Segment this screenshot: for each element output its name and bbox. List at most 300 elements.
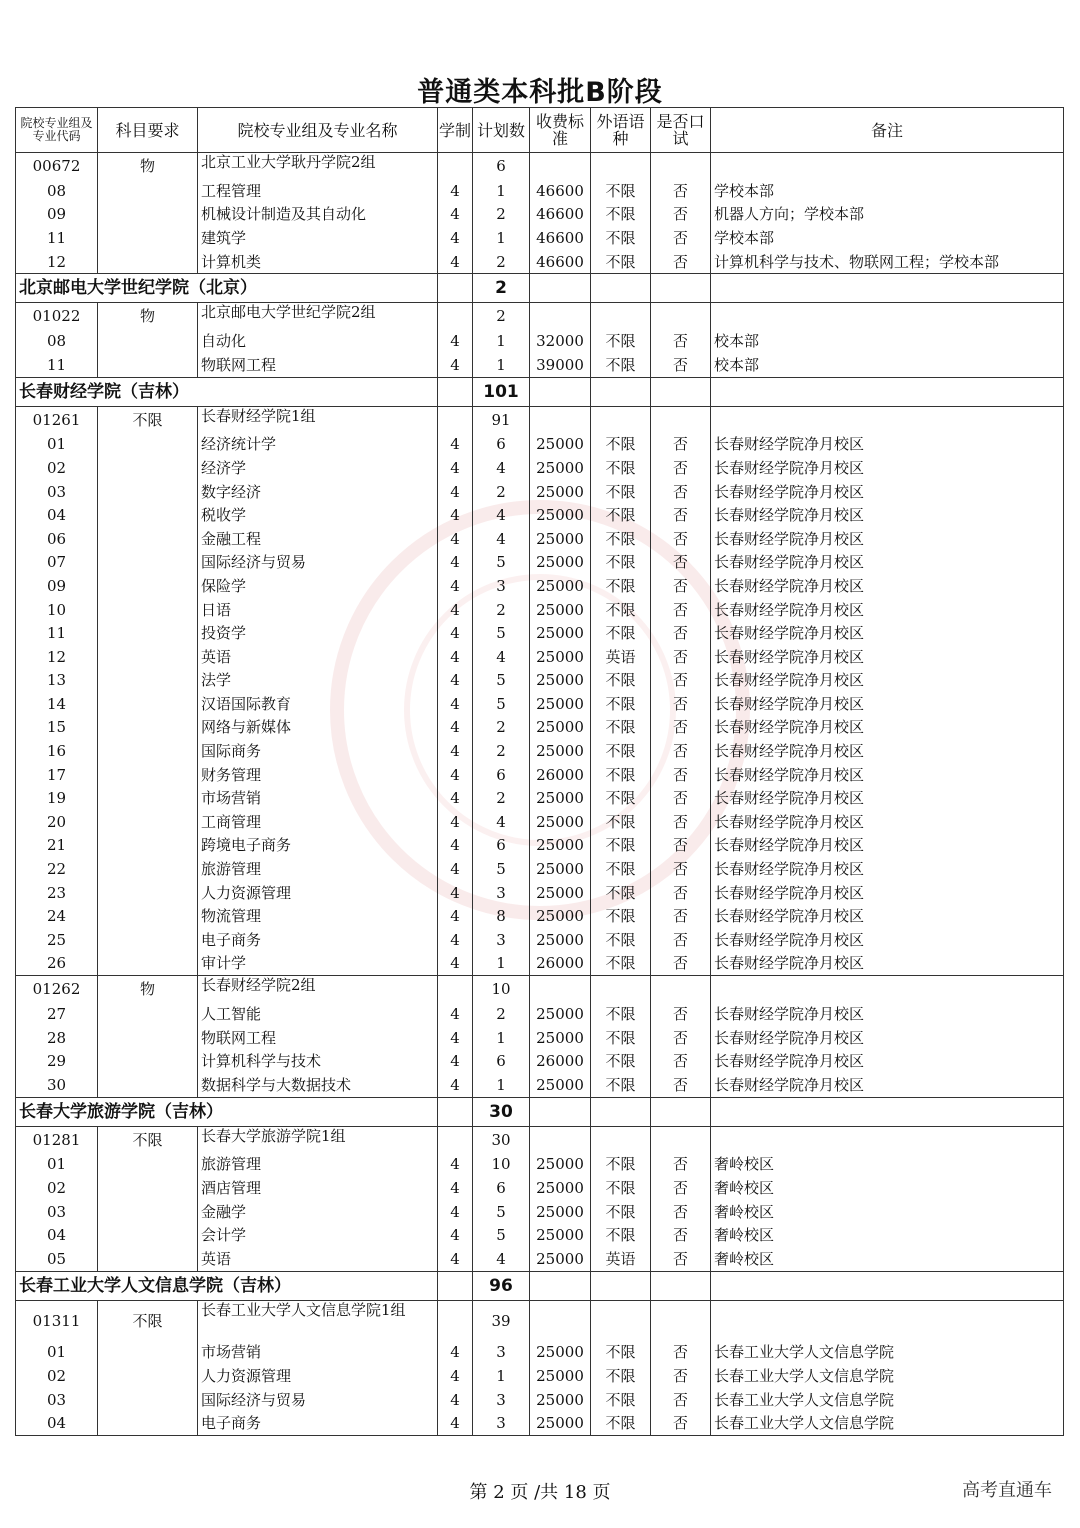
major-oral: 否 [651, 226, 711, 250]
major-plan: 5 [473, 1200, 530, 1224]
major-plan: 5 [473, 1223, 530, 1247]
major-lang: 不限 [591, 621, 651, 645]
major-oral: 否 [651, 763, 711, 787]
major-oral: 否 [651, 692, 711, 716]
major-plan: 5 [473, 857, 530, 881]
major-lang: 不限 [591, 716, 651, 740]
major-plan: 3 [473, 1341, 530, 1365]
major-row [16, 716, 1064, 740]
admission-plan-table [15, 107, 1064, 1436]
major-oral: 否 [651, 1247, 711, 1271]
major-name: 工商管理 [198, 810, 438, 834]
major-oral: 否 [651, 329, 711, 353]
major-lang: 不限 [591, 810, 651, 834]
major-row [16, 881, 1064, 905]
major-name: 计算机类 [198, 250, 438, 274]
major-years: 4 [438, 503, 473, 527]
major-name: 旅游管理 [198, 1153, 438, 1177]
major-oral: 否 [651, 574, 711, 598]
group-subject: 不限 [98, 1126, 198, 1153]
major-fee: 25000 [530, 857, 591, 881]
major-name: 日语 [198, 598, 438, 622]
major-row [16, 810, 1064, 834]
major-name: 会计学 [198, 1223, 438, 1247]
major-lang: 不限 [591, 598, 651, 622]
major-fee: 46600 [530, 250, 591, 274]
major-note: 长春财经学院净月校区 [711, 763, 1064, 787]
school-name: 北京邮电大学世纪学院（北京） [16, 274, 438, 303]
major-fee: 25000 [530, 810, 591, 834]
major-subject [98, 433, 198, 457]
major-name: 税收学 [198, 503, 438, 527]
major-name: 数字经济 [198, 480, 438, 504]
major-subject [98, 1153, 198, 1177]
major-note: 长春财经学院净月校区 [711, 904, 1064, 928]
major-years: 4 [438, 834, 473, 858]
major-subject [98, 551, 198, 575]
group-code: 01311 [16, 1300, 98, 1341]
major-row [16, 857, 1064, 881]
major-name: 跨境电子商务 [198, 834, 438, 858]
group-row [16, 976, 1064, 1003]
major-oral: 否 [651, 1364, 711, 1388]
major-years: 4 [438, 669, 473, 693]
major-oral: 否 [651, 503, 711, 527]
group-section [16, 1126, 1064, 1271]
major-row [16, 645, 1064, 669]
major-years: 4 [438, 904, 473, 928]
major-code: 27 [16, 1002, 98, 1026]
major-row [16, 692, 1064, 716]
header-oral: 是否口试 [651, 108, 711, 153]
major-years: 4 [438, 1341, 473, 1365]
major-fee: 25000 [530, 1002, 591, 1026]
major-row [16, 739, 1064, 763]
page-number: 第 2 页 /共 18 页 [469, 1482, 611, 1503]
major-note: 长春财经学院净月校区 [711, 621, 1064, 645]
major-code: 11 [16, 621, 98, 645]
major-years: 4 [438, 1247, 473, 1271]
school-lang [591, 1097, 651, 1126]
school-row [16, 274, 1064, 303]
group-fee [530, 1300, 591, 1341]
major-subject [98, 1002, 198, 1026]
group-row [16, 153, 1064, 180]
major-lang: 英语 [591, 1247, 651, 1271]
major-name: 市场营销 [198, 786, 438, 810]
major-note: 长春财经学院净月校区 [711, 857, 1064, 881]
major-note: 长春财经学院净月校区 [711, 739, 1064, 763]
major-lang: 不限 [591, 250, 651, 274]
major-name: 人力资源管理 [198, 881, 438, 905]
major-years: 4 [438, 574, 473, 598]
major-subject [98, 1364, 198, 1388]
major-row [16, 203, 1064, 227]
major-name: 建筑学 [198, 226, 438, 250]
major-code: 12 [16, 250, 98, 274]
major-note: 长春工业大学人文信息学院 [711, 1341, 1064, 1365]
school-note [711, 274, 1064, 303]
school-oral [651, 274, 711, 303]
major-note: 长春财经学院净月校区 [711, 881, 1064, 905]
major-oral: 否 [651, 179, 711, 203]
major-oral: 否 [651, 551, 711, 575]
major-subject [98, 928, 198, 952]
major-oral: 否 [651, 480, 711, 504]
major-oral: 否 [651, 1049, 711, 1073]
school-oral [651, 377, 711, 406]
major-fee: 25000 [530, 1176, 591, 1200]
major-years: 4 [438, 857, 473, 881]
major-row [16, 1073, 1064, 1097]
major-code: 29 [16, 1049, 98, 1073]
group-years [438, 1126, 473, 1153]
major-subject [98, 226, 198, 250]
major-name: 旅游管理 [198, 857, 438, 881]
major-note: 长春财经学院净月校区 [711, 456, 1064, 480]
school-name: 长春财经学院（吉林） [16, 377, 438, 406]
major-code: 16 [16, 739, 98, 763]
group-code: 00672 [16, 153, 98, 180]
major-plan: 2 [473, 786, 530, 810]
major-years: 4 [438, 226, 473, 250]
major-code: 07 [16, 551, 98, 575]
header-code: 院校专业组及专业代码 [16, 108, 98, 153]
major-lang: 不限 [591, 353, 651, 377]
major-oral: 否 [651, 716, 711, 740]
major-lang: 不限 [591, 881, 651, 905]
major-oral: 否 [651, 1411, 711, 1435]
major-lang: 不限 [591, 1073, 651, 1097]
major-lang: 不限 [591, 1223, 651, 1247]
major-subject [98, 904, 198, 928]
major-note: 长春财经学院净月校区 [711, 834, 1064, 858]
major-years: 4 [438, 1073, 473, 1097]
major-note: 长春财经学院净月校区 [711, 928, 1064, 952]
major-fee: 25000 [530, 1073, 591, 1097]
major-name: 金融学 [198, 1200, 438, 1224]
major-lang: 不限 [591, 574, 651, 598]
major-row [16, 527, 1064, 551]
major-plan: 4 [473, 503, 530, 527]
major-years: 4 [438, 645, 473, 669]
major-subject [98, 645, 198, 669]
major-code: 13 [16, 669, 98, 693]
major-years: 4 [438, 692, 473, 716]
major-name: 市场营销 [198, 1341, 438, 1365]
major-oral: 否 [651, 353, 711, 377]
major-lang: 不限 [591, 329, 651, 353]
major-subject [98, 503, 198, 527]
group-years [438, 1300, 473, 1341]
major-years: 4 [438, 1411, 473, 1435]
major-plan: 2 [473, 1002, 530, 1026]
header-row [16, 108, 1064, 153]
major-lang: 不限 [591, 834, 651, 858]
group-fee [530, 303, 591, 330]
major-row [16, 1176, 1064, 1200]
major-oral: 否 [651, 645, 711, 669]
major-note: 长春财经学院净月校区 [711, 433, 1064, 457]
school-lang [591, 274, 651, 303]
school-lang [591, 1271, 651, 1300]
school-section [16, 377, 1064, 406]
header-lang: 外语语种 [591, 108, 651, 153]
major-fee: 25000 [530, 1247, 591, 1271]
major-plan: 5 [473, 669, 530, 693]
major-fee: 26000 [530, 952, 591, 976]
group-subject: 物 [98, 153, 198, 180]
major-plan: 8 [473, 904, 530, 928]
brand-label: 高考直通车 [962, 1480, 1052, 1501]
major-note: 奢岭校区 [711, 1247, 1064, 1271]
school-name: 长春大学旅游学院（吉林） [16, 1097, 438, 1126]
major-subject [98, 786, 198, 810]
major-years: 4 [438, 621, 473, 645]
header-note: 备注 [711, 108, 1064, 153]
major-code: 03 [16, 1388, 98, 1412]
major-fee: 26000 [530, 763, 591, 787]
major-fee: 25000 [530, 480, 591, 504]
major-lang: 不限 [591, 527, 651, 551]
major-lang: 不限 [591, 1341, 651, 1365]
major-years: 4 [438, 1153, 473, 1177]
group-row [16, 1300, 1064, 1341]
major-code: 12 [16, 645, 98, 669]
major-lang: 不限 [591, 1049, 651, 1073]
group-oral [651, 303, 711, 330]
major-note: 奢岭校区 [711, 1176, 1064, 1200]
major-fee: 25000 [530, 1388, 591, 1412]
major-code: 08 [16, 179, 98, 203]
school-fee [530, 274, 591, 303]
major-name: 国际经济与贸易 [198, 551, 438, 575]
major-years: 4 [438, 353, 473, 377]
major-plan: 2 [473, 203, 530, 227]
major-lang: 不限 [591, 739, 651, 763]
major-oral: 否 [651, 881, 711, 905]
major-code: 21 [16, 834, 98, 858]
major-name: 英语 [198, 645, 438, 669]
group-name: 北京工业大学耿丹学院2组 [198, 153, 438, 180]
school-section [16, 1271, 1064, 1300]
major-plan: 6 [473, 834, 530, 858]
major-plan: 2 [473, 739, 530, 763]
major-note: 长春财经学院净月校区 [711, 810, 1064, 834]
group-fee [530, 1126, 591, 1153]
major-subject [98, 1247, 198, 1271]
major-code: 30 [16, 1073, 98, 1097]
major-years: 4 [438, 456, 473, 480]
major-row [16, 1388, 1064, 1412]
major-name: 物流管理 [198, 904, 438, 928]
major-lang: 不限 [591, 551, 651, 575]
major-plan: 6 [473, 1049, 530, 1073]
major-subject [98, 692, 198, 716]
school-years [438, 1097, 473, 1126]
group-row [16, 303, 1064, 330]
major-subject [98, 1223, 198, 1247]
major-code: 25 [16, 928, 98, 952]
school-fee [530, 1271, 591, 1300]
group-section [16, 153, 1064, 274]
major-plan: 2 [473, 480, 530, 504]
major-oral: 否 [651, 1223, 711, 1247]
major-subject [98, 857, 198, 881]
group-code: 01261 [16, 406, 98, 433]
header-fee: 收费标准 [530, 108, 591, 153]
major-lang: 不限 [591, 226, 651, 250]
major-row [16, 250, 1064, 274]
major-oral: 否 [651, 456, 711, 480]
major-row [16, 1002, 1064, 1026]
major-name: 法学 [198, 669, 438, 693]
major-code: 09 [16, 574, 98, 598]
school-row [16, 1271, 1064, 1300]
major-code: 03 [16, 480, 98, 504]
group-lang [591, 1300, 651, 1341]
group-oral [651, 1300, 711, 1341]
major-row [16, 763, 1064, 787]
major-plan: 1 [473, 1364, 530, 1388]
major-code: 24 [16, 904, 98, 928]
group-years [438, 406, 473, 433]
major-years: 4 [438, 551, 473, 575]
major-row [16, 179, 1064, 203]
group-plan: 2 [473, 303, 530, 330]
major-plan: 1 [473, 226, 530, 250]
major-years: 4 [438, 598, 473, 622]
major-row [16, 621, 1064, 645]
major-note: 长春财经学院净月校区 [711, 1049, 1064, 1073]
major-row [16, 503, 1064, 527]
school-row [16, 1097, 1064, 1126]
school-row [16, 377, 1064, 406]
major-lang: 不限 [591, 203, 651, 227]
major-oral: 否 [651, 433, 711, 457]
major-lang: 不限 [591, 480, 651, 504]
major-row [16, 904, 1064, 928]
major-lang: 不限 [591, 904, 651, 928]
group-subject: 物 [98, 976, 198, 1003]
major-note: 学校本部 [711, 226, 1064, 250]
major-code: 09 [16, 203, 98, 227]
major-fee: 25000 [530, 456, 591, 480]
major-row [16, 928, 1064, 952]
major-row [16, 834, 1064, 858]
major-plan: 2 [473, 598, 530, 622]
major-years: 4 [438, 810, 473, 834]
major-code: 14 [16, 692, 98, 716]
major-note: 长春财经学院净月校区 [711, 1002, 1064, 1026]
group-row [16, 1126, 1064, 1153]
major-row [16, 1049, 1064, 1073]
major-name: 国际商务 [198, 739, 438, 763]
school-note [711, 377, 1064, 406]
major-lang: 不限 [591, 928, 651, 952]
major-note: 长春财经学院净月校区 [711, 551, 1064, 575]
major-plan: 6 [473, 433, 530, 457]
major-lang: 不限 [591, 1002, 651, 1026]
group-subject: 不限 [98, 406, 198, 433]
school-plan: 2 [473, 274, 530, 303]
school-years [438, 377, 473, 406]
major-code: 02 [16, 456, 98, 480]
major-row [16, 574, 1064, 598]
major-oral: 否 [651, 786, 711, 810]
major-years: 4 [438, 480, 473, 504]
major-lang: 不限 [591, 786, 651, 810]
major-subject [98, 329, 198, 353]
major-note: 长春财经学院净月校区 [711, 480, 1064, 504]
header-name: 院校专业组及专业名称 [198, 108, 438, 153]
header-plan: 计划数 [473, 108, 530, 153]
major-plan: 3 [473, 1411, 530, 1435]
major-name: 金融工程 [198, 527, 438, 551]
major-code: 05 [16, 1247, 98, 1271]
major-note: 奢岭校区 [711, 1223, 1064, 1247]
group-name: 长春大学旅游学院1组 [198, 1126, 438, 1153]
major-fee: 25000 [530, 692, 591, 716]
major-lang: 不限 [591, 179, 651, 203]
major-plan: 3 [473, 928, 530, 952]
major-code: 01 [16, 1341, 98, 1365]
major-subject [98, 250, 198, 274]
group-note [711, 976, 1064, 1003]
major-plan: 4 [473, 645, 530, 669]
major-row [16, 1411, 1064, 1435]
group-plan: 6 [473, 153, 530, 180]
group-note [711, 303, 1064, 330]
group-name: 长春财经学院1组 [198, 406, 438, 433]
major-lang: 不限 [591, 1153, 651, 1177]
major-oral: 否 [651, 621, 711, 645]
major-plan: 1 [473, 179, 530, 203]
major-fee: 25000 [530, 834, 591, 858]
major-row [16, 786, 1064, 810]
major-oral: 否 [651, 952, 711, 976]
major-code: 11 [16, 226, 98, 250]
major-code: 26 [16, 952, 98, 976]
major-oral: 否 [651, 203, 711, 227]
school-fee [530, 377, 591, 406]
major-fee: 25000 [530, 527, 591, 551]
major-code: 20 [16, 810, 98, 834]
group-code: 01262 [16, 976, 98, 1003]
school-plan: 30 [473, 1097, 530, 1126]
major-fee: 25000 [530, 1026, 591, 1050]
major-oral: 否 [651, 669, 711, 693]
major-fee: 25000 [530, 904, 591, 928]
major-note: 长春财经学院净月校区 [711, 692, 1064, 716]
major-note: 机器人方向；学校本部 [711, 203, 1064, 227]
major-subject [98, 1073, 198, 1097]
major-oral: 否 [651, 1176, 711, 1200]
major-oral: 否 [651, 598, 711, 622]
major-oral: 否 [651, 857, 711, 881]
major-plan: 2 [473, 250, 530, 274]
major-note: 长春工业大学人文信息学院 [711, 1411, 1064, 1435]
major-fee: 25000 [530, 1364, 591, 1388]
group-lang [591, 153, 651, 180]
major-oral: 否 [651, 1200, 711, 1224]
major-fee: 46600 [530, 226, 591, 250]
major-plan: 1 [473, 1073, 530, 1097]
major-note: 校本部 [711, 353, 1064, 377]
major-plan: 3 [473, 574, 530, 598]
major-fee: 25000 [530, 503, 591, 527]
major-fee: 25000 [530, 433, 591, 457]
